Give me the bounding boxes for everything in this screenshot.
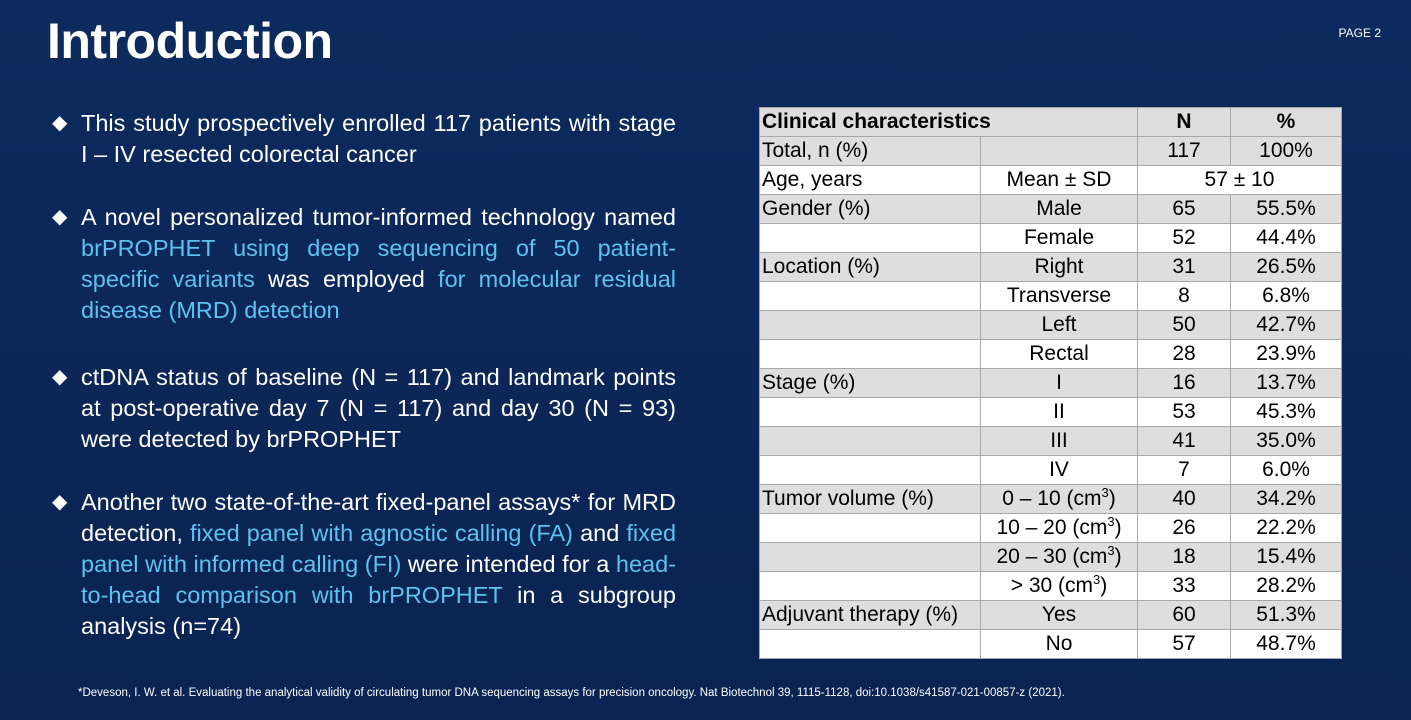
subgroup-cell: Female — [981, 224, 1138, 253]
bullet-text: This study prospectively enrolled 117 patients with stage I – IV resected colorectal cancer — [81, 110, 676, 167]
n-cell: 31 — [1138, 253, 1231, 282]
characteristic-cell — [760, 340, 981, 369]
percent-cell: 55.5% — [1231, 195, 1342, 224]
subgroup-cell: I — [981, 369, 1138, 398]
subgroup-text: 20 – 30 (cm — [996, 545, 1108, 568]
bullet-item — [52, 487, 676, 642]
percent-cell: 6.8% — [1231, 282, 1342, 311]
characteristic-cell — [760, 224, 981, 253]
table-row — [760, 166, 1342, 195]
unit-superscript: 3 — [1107, 514, 1115, 529]
bullet-item — [52, 362, 676, 455]
characteristic-cell: Location (%) — [760, 253, 981, 282]
bullet-text: Another two state-of-the-art fixed-panel assays* for MRD detection, — [81, 489, 676, 546]
subgroup-cell: Transverse — [981, 282, 1138, 311]
subgroup-text: 0 – 10 (cm — [1002, 487, 1102, 510]
table-row — [760, 282, 1342, 311]
unit-superscript: 3 — [1093, 572, 1101, 587]
highlighted-text: brPROPHET using deep sequencing of 50 patient-specific variants — [81, 235, 676, 292]
diamond-bullet-icon: ◆ — [52, 491, 68, 513]
table-row — [760, 456, 1342, 485]
subgroup-cell — [981, 137, 1138, 166]
n-cell: 57 — [1138, 630, 1231, 659]
characteristic-cell — [760, 630, 981, 659]
subgroup-cell: Mean ± SD — [981, 166, 1138, 195]
subgroup-cell: III — [981, 427, 1138, 456]
subgroup-cell: II — [981, 398, 1138, 427]
percent-cell: 23.9% — [1231, 340, 1342, 369]
characteristic-cell: Gender (%) — [760, 195, 981, 224]
subgroup-cell: No — [981, 630, 1138, 659]
diamond-bullet-icon: ◆ — [52, 112, 68, 134]
percent-cell: 15.4% — [1231, 543, 1342, 572]
table-row — [760, 137, 1342, 166]
n-cell: 8 — [1138, 282, 1231, 311]
percent-cell: 35.0% — [1231, 427, 1342, 456]
percent-cell: 13.7% — [1231, 369, 1342, 398]
merged-value-cell: 57 ± 10 — [1138, 166, 1342, 195]
characteristic-cell — [760, 282, 981, 311]
header-percent: % — [1231, 108, 1342, 137]
n-cell: 53 — [1138, 398, 1231, 427]
unit-superscript: 3 — [1101, 485, 1109, 500]
percent-cell: 51.3% — [1231, 601, 1342, 630]
subgroup-cell — [981, 543, 1138, 572]
characteristic-cell: Total, n (%) — [760, 137, 981, 166]
subgroup-text-end: ) — [1108, 487, 1116, 510]
n-cell: 33 — [1138, 572, 1231, 601]
clinical-characteristics-table — [759, 107, 1342, 659]
header-clinical-characteristics: Clinical characteristics — [760, 108, 1138, 137]
subgroup-cell — [981, 514, 1138, 543]
n-cell: 16 — [1138, 369, 1231, 398]
table-row — [760, 514, 1342, 543]
bullet-text: in a subgroup analysis (n=74) — [81, 582, 676, 639]
bullet-text: were intended for a — [401, 551, 616, 577]
characteristic-cell — [760, 456, 981, 485]
percent-cell: 22.2% — [1231, 514, 1342, 543]
header-n: N — [1138, 108, 1231, 137]
percent-cell: 6.0% — [1231, 456, 1342, 485]
characteristic-cell: Age, years — [760, 166, 981, 195]
clinical-characteristics-table-wrap — [759, 107, 1342, 659]
characteristic-cell — [760, 427, 981, 456]
table-row — [760, 630, 1342, 659]
n-cell: 65 — [1138, 195, 1231, 224]
table-row — [760, 572, 1342, 601]
table-row — [760, 195, 1342, 224]
characteristic-cell: Tumor volume (%) — [760, 485, 981, 514]
slide-title: Introduction — [47, 13, 333, 69]
bullet-item — [52, 202, 676, 326]
highlighted-text: fixed panel with informed calling (FI) — [81, 520, 677, 577]
percent-cell: 34.2% — [1231, 485, 1342, 514]
percent-cell: 28.2% — [1231, 572, 1342, 601]
subgroup-cell — [981, 572, 1138, 601]
subgroup-text-end: ) — [1114, 516, 1122, 539]
bullet-item — [52, 108, 676, 170]
characteristic-cell — [760, 543, 981, 572]
table-row — [760, 543, 1342, 572]
bullet-text: and — [572, 520, 627, 546]
table-row — [760, 601, 1342, 630]
subgroup-text-end: ) — [1100, 574, 1108, 597]
n-cell: 40 — [1138, 485, 1231, 514]
characteristic-cell — [760, 514, 981, 543]
subgroup-text: > 30 (cm — [1010, 574, 1094, 597]
subgroup-cell: Left — [981, 311, 1138, 340]
n-cell: 41 — [1138, 427, 1231, 456]
subgroup-cell: IV — [981, 456, 1138, 485]
bullet-text: A novel personalized tumor-informed technology named — [81, 204, 676, 230]
characteristic-cell: Adjuvant therapy (%) — [760, 601, 981, 630]
table-header-row — [760, 108, 1342, 137]
subgroup-cell: Male — [981, 195, 1138, 224]
table-row — [760, 485, 1342, 514]
footnote-citation: *Deveson, I. W. et al. Evaluating the analytical validity of circulating tumor DNA sequencing assays for precision oncology. Nat Biotechnol 39, 1115-1128, doi:10.1038/s41587-021-00857-z (2021). — [78, 687, 1065, 699]
n-cell: 28 — [1138, 340, 1231, 369]
subgroup-cell: Rectal — [981, 340, 1138, 369]
percent-cell: 45.3% — [1231, 398, 1342, 427]
n-cell: 26 — [1138, 514, 1231, 543]
diamond-bullet-icon: ◆ — [52, 206, 68, 228]
characteristic-cell — [760, 398, 981, 427]
percent-cell: 42.7% — [1231, 311, 1342, 340]
table-row — [760, 311, 1342, 340]
highlighted-text: fixed panel with agnostic calling (FA) — [190, 520, 573, 546]
percent-cell: 26.5% — [1231, 253, 1342, 282]
bullet-list — [52, 108, 676, 642]
table-row — [760, 253, 1342, 282]
table-row — [760, 369, 1342, 398]
table-row — [760, 340, 1342, 369]
unit-superscript: 3 — [1107, 543, 1115, 558]
bullet-text: ctDNA status of baseline (N = 117) and landmark points at post-operative day 7 (N = 117) and day 30 (N = 93) were detected by brPROPHET — [81, 364, 676, 452]
characteristic-cell: Stage (%) — [760, 369, 981, 398]
characteristic-cell — [760, 572, 981, 601]
characteristic-cell — [760, 311, 981, 340]
n-cell: 117 — [1138, 137, 1231, 166]
subgroup-cell — [981, 485, 1138, 514]
subgroup-cell: Right — [981, 253, 1138, 282]
n-cell: 52 — [1138, 224, 1231, 253]
n-cell: 7 — [1138, 456, 1231, 485]
percent-cell: 100% — [1231, 137, 1342, 166]
percent-cell: 44.4% — [1231, 224, 1342, 253]
n-cell: 60 — [1138, 601, 1231, 630]
subgroup-cell: Yes — [981, 601, 1138, 630]
subgroup-text: 10 – 20 (cm — [996, 516, 1108, 539]
percent-cell: 48.7% — [1231, 630, 1342, 659]
highlighted-text: head-to-head comparison with brPROPHET — [81, 551, 676, 608]
n-cell: 18 — [1138, 543, 1231, 572]
highlighted-text: for molecular residual disease (MRD) detection — [81, 266, 676, 323]
table-row — [760, 224, 1342, 253]
page-number: PAGE 2 — [1338, 26, 1381, 40]
table-row — [760, 398, 1342, 427]
bullet-text: was employed — [254, 266, 439, 292]
subgroup-text-end: ) — [1114, 545, 1122, 568]
table-row — [760, 427, 1342, 456]
diamond-bullet-icon: ◆ — [52, 366, 68, 388]
n-cell: 50 — [1138, 311, 1231, 340]
